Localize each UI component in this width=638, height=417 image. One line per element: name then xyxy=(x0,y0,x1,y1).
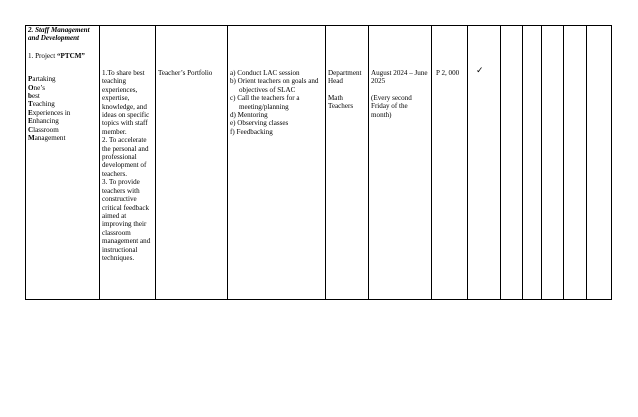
budget-cell xyxy=(432,26,468,300)
section-title-line2: and Development xyxy=(28,34,80,43)
acronym-list xyxy=(28,75,97,142)
section-title-line1: Staff Management xyxy=(35,26,90,34)
timeframe-schedule: (Every second Friday of the month) xyxy=(371,93,412,119)
acronym-word: Experiences in xyxy=(28,108,71,117)
activity-item: a) Conduct LAC session xyxy=(230,69,300,77)
check-mark-icon: ✓ xyxy=(476,66,484,76)
empty-cell xyxy=(587,26,612,300)
objective-item: 2. To accelerate the personal and professional development of teachers. xyxy=(102,136,149,178)
activity-item: c) Call the teachers for a meeting/planning xyxy=(230,94,300,111)
acronym-word: One’s xyxy=(28,83,45,92)
empty-cell xyxy=(501,26,523,300)
empty-cell xyxy=(542,26,564,300)
activity-item: d) Mentoring xyxy=(230,111,268,120)
persons-line: Head xyxy=(328,77,343,86)
activities-list xyxy=(230,69,323,136)
acronym-word: Classroom xyxy=(28,125,59,134)
acronym-word: Partaking xyxy=(28,75,56,84)
timeframe-cell xyxy=(369,26,432,300)
table-row xyxy=(26,26,612,300)
empty-cell xyxy=(523,26,542,300)
budget-amount: P 2, 000 xyxy=(436,69,460,77)
section-title xyxy=(28,26,97,34)
persons-line: Math xyxy=(328,93,343,102)
mov-text: Teacher’s Portfolio xyxy=(158,69,213,77)
timeframe-period: August 2024 – June 2025 xyxy=(371,69,428,86)
activities-cell xyxy=(228,26,326,300)
project-name: “PTCM” xyxy=(56,51,85,60)
status-cell xyxy=(468,26,501,300)
program-cell xyxy=(26,26,100,300)
objectives-cell xyxy=(100,26,156,300)
section-number: 2. xyxy=(28,26,34,34)
acronym-word: best xyxy=(28,92,40,101)
acronym-word: Teaching xyxy=(28,100,55,109)
objective-item: 1.To share best teaching experiences, expertise, knowledge, and ideas on specific topics with staff member. xyxy=(102,69,150,136)
persons-line: Department xyxy=(328,69,362,77)
project-prefix: 1. Project xyxy=(28,51,57,60)
persons-cell xyxy=(326,26,369,300)
activity-item: b) Orient teachers on goals and objectives of SLAC xyxy=(230,77,319,94)
project-label xyxy=(28,52,97,60)
persons-line: Teachers xyxy=(328,102,354,111)
action-plan-table xyxy=(25,25,612,300)
acronym-word: Management xyxy=(28,134,66,143)
activity-item: e) Observing classes xyxy=(230,119,289,128)
objective-item: 3. To provide teachers with constructive critical feedback aimed at improving their classroom management and instructional techniques. xyxy=(102,178,151,262)
acronym-word: Enhancing xyxy=(28,117,59,126)
activity-item: f) Feedbacking xyxy=(230,127,273,136)
mov-cell xyxy=(156,26,228,300)
empty-cell xyxy=(564,26,587,300)
